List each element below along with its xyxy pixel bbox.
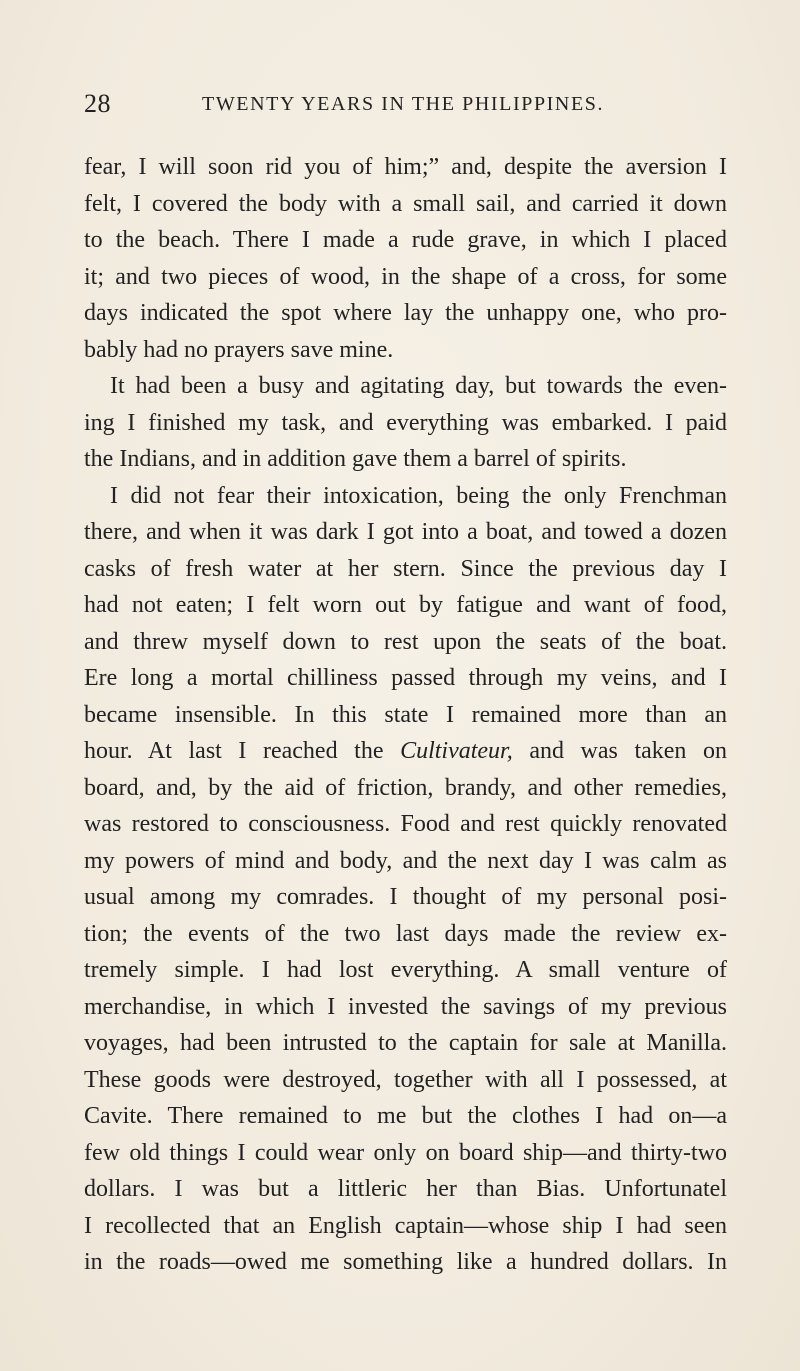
page-number: 28 (84, 89, 111, 118)
text-line: Ere long a mortal chilliness passed through my veins, and I (84, 665, 727, 691)
text-line: ing I finished my task, and everything was embarked. I paid (84, 409, 727, 436)
text-line: board, and, by the aid of friction, brandy, and other remedies, (84, 774, 727, 801)
text-line: It had been a busy and agitating day, but towards the even- (110, 373, 727, 399)
running-head (84, 86, 724, 122)
text-line: felt, I covered the body with a small sail, and carried it down (84, 190, 727, 217)
text-line: was restored to consciousness. Food and rest quickly renovated (84, 811, 727, 837)
text-line: tremely simple. I had lost everything. A small venture of (84, 957, 727, 983)
text-line: in the roads—owed me something like a hundred dollars. In (84, 1249, 727, 1275)
text-line: became insensible. In this state I remained more than an (84, 701, 727, 728)
text-line: there, and when it was dark I got into a boat, and towed a dozen (84, 519, 727, 545)
text-line: merchandise, in which I invested the savings of my previous (84, 993, 727, 1020)
text-segment: hour. At last I reached the (84, 738, 401, 764)
text-line: days indicated the spot where lay the unhappy one, who pro- (84, 300, 727, 326)
text-line: I did not fear their intoxication, being the only Frenchman (110, 482, 727, 509)
text-line: bably had no prayers save mine. (84, 336, 394, 363)
text-line: few old things I could wear only on board ship—and thirty-two (84, 1139, 727, 1166)
text-line: casks of fresh water at her stern. Since the previous day I (84, 555, 727, 582)
text-line (84, 733, 727, 770)
text-line: usual among my comrades. I thought of my personal posi- (84, 884, 727, 910)
text-line: my powers of mind and body, and the next day I was calm as (84, 847, 727, 874)
body-text (84, 149, 727, 1281)
text-line: These goods were destroyed, together with all I possessed, at (84, 1066, 727, 1093)
text-line: dollars. I was but a littleric her than Bias. Unfortunatel (84, 1176, 727, 1202)
text-line: voyages, had been intrusted to the captain for sale at Manilla. (84, 1030, 727, 1056)
text-line: had not eaten; I felt worn out by fatigue and want of food, (84, 592, 727, 618)
text-line: Cavite. There remained to me but the clothes I had on—a (84, 1103, 727, 1129)
text-segment: and was taken on (512, 738, 727, 764)
text-line: tion; the events of the two last days made the review ex- (84, 920, 727, 947)
text-line: fear, I will soon rid you of him;” and, despite the aversion I (84, 154, 727, 180)
text-line: the Indians, and in addition gave them a barrel of spirits. (84, 446, 627, 472)
text-line: to the beach. There I made a rude grave, in which I placed (84, 227, 727, 253)
text-line: it; and two pieces of wood, in the shape of a cross, for some (84, 263, 727, 290)
ship-name: Cultivateur, (400, 738, 513, 764)
running-title: TWENTY YEARS IN THE PHILIPPINES. (202, 93, 605, 115)
text-line: I recollected that an English captain—whose ship I had seen (84, 1212, 727, 1239)
text-line: and threw myself down to rest upon the seats of the boat. (84, 628, 727, 655)
